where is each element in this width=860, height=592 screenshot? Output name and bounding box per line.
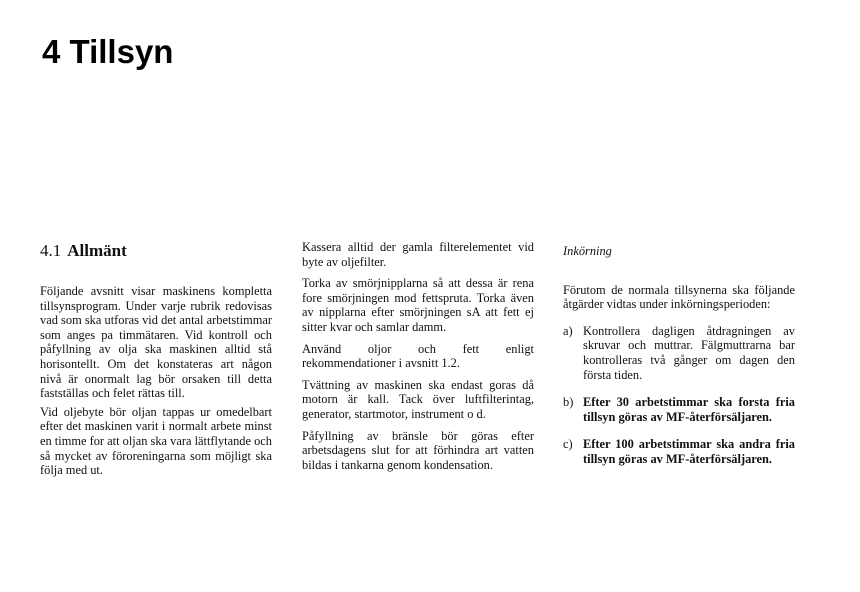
paragraph-oil-change: Vid oljebyte bör oljan tappas ur omedelbart efter det maskinen varit i normalt arbete minst en timme for att oljan ska vara lättflytande och så mycket av föroreningarna som möjligt ska följa med ut.: [40, 404, 272, 478]
page-title: 4 Tillsyn: [42, 33, 174, 70]
list-marker: b): [563, 395, 574, 410]
list-item: [563, 324, 795, 382]
paragraph-refueling: Påfyllning av bränsle bör göras efter arbetsdagens slut for att förhindra art vatten bildas i tankarna genom kondensation.: [302, 428, 534, 472]
subheading-running-in: Inkörning: [563, 244, 612, 258]
list-item-text: Efter 100 arbetstimmar ska andra fria tillsyn göras av MF-återförsäljaren.: [583, 437, 795, 466]
paragraph-washing: Tvättning av maskinen ska endast goras då motorn är kall. Tack över luftfilterintag, generator, startmotor, instrument o d.: [302, 377, 534, 421]
paragraph-oils-greases: Använd oljor och fett enligt rekommendationer i avsnitt 1.2.: [302, 341, 534, 371]
column-middle: [302, 240, 534, 479]
section-heading: [40, 240, 272, 262]
section-number: 4.1: [40, 241, 62, 260]
paragraph-grease-nipples: Torka av smörjnipplarna så att dessa är rena fore smörjningen mod fettspruta. Torka även av nipplarna efter smörjningen sA att fett ej sitter kvar och samlar damm.: [302, 276, 534, 334]
list-item: [563, 395, 795, 424]
paragraph-maintenance-program: Följande avsnitt visar maskinens kompletta tillsynsprogram. Under varje rubrik redovisas vad som ska utforas vid det antal arbetstimmar som anges pa timmätaren. Vid kontroll och påfyllning av olja ska maskinen alltid stå horisontellt. Om det konstateras art någon nivå är onormalt lag bör orsaken till detta fastställas och felet rättas till.: [40, 284, 272, 401]
list-item-text: Kontrollera dagligen åtdragningen av skruvar och muttrar. Fälgmuttrarna bar kontrolleras två gånger om dagen den första tiden.: [583, 323, 795, 382]
list-item: [563, 437, 795, 466]
section-title: Allmänt: [67, 241, 127, 260]
list-marker: c): [563, 437, 573, 452]
list-item-text: Efter 30 arbetstimmar ska forsta fria tillsyn göras av MF-återförsäljaren.: [583, 395, 795, 424]
list-marker: a): [563, 323, 573, 338]
column-right: [563, 240, 795, 480]
paragraph-running-in-intro: Förutom de normala tillsynerna ska följande åtgärder vidtas under inkörningsperioden:: [563, 282, 795, 312]
column-left: [40, 240, 272, 478]
paragraph-filter: Kassera alltid der gamla filterelementet vid byte av oljefilter.: [302, 240, 534, 269]
